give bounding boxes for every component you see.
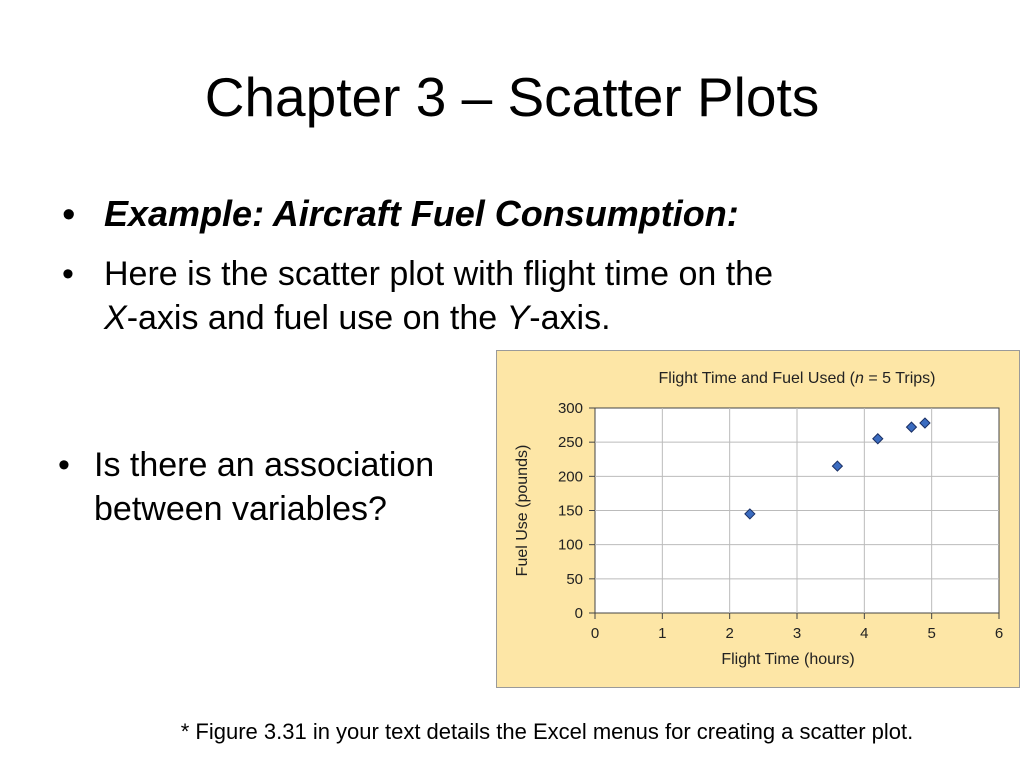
bullet-description [62,252,924,340]
bullet-marker: • [62,255,74,293]
bullet-question [58,443,514,531]
bullet-marker: • [62,193,75,234]
x-tick-label: 2 [725,625,734,642]
bullet-description-line2a: -axis and fuel use on the [126,299,507,337]
x-tick-label: 5 [927,625,936,642]
y-tick-label: 250 [557,434,583,452]
scatter-chart [497,351,1019,687]
bullet-description-line1: Here is the scatter plot with flight time on the [104,255,773,293]
y-tick-label: 150 [557,502,583,520]
y-tick-label: 0 [574,605,583,622]
y-tick-label: 300 [557,400,583,417]
slide-title: Chapter 3 – Scatter Plots [204,66,820,128]
x-tick-label: 4 [860,625,869,642]
footnote: * Figure 3.31 in your text details the Excel menus for creating a scatter plot. [180,719,914,744]
scatter-chart-panel [496,350,1020,688]
bullet-description-line2b: -axis. [529,299,611,337]
y-tick-label: 100 [557,536,583,554]
x-axis-label: Flight Time (hours) [721,651,855,668]
y-tick-label: 200 [557,468,583,486]
bullet-question-line2: between variables? [94,490,387,528]
bullet-question-line1: Is there an association [94,446,435,484]
bullet-marker: • [58,446,70,484]
chart-title: Flight Time and Fuel Used (n = 5 Trips) [658,370,936,387]
bullet-example-text: Example: Aircraft Fuel Consumption: [104,193,739,234]
y-variable-label: Y [506,299,530,337]
x-tick-label: 6 [994,625,1004,642]
bullet-example [62,192,739,236]
x-variable-label: X [104,299,127,337]
y-tick-label: 50 [566,570,583,588]
y-axis-label: Fuel Use (pounds) [514,444,531,577]
x-tick-label: 3 [792,625,802,642]
x-tick-label: 0 [590,625,600,642]
x-tick-label: 1 [658,625,667,642]
